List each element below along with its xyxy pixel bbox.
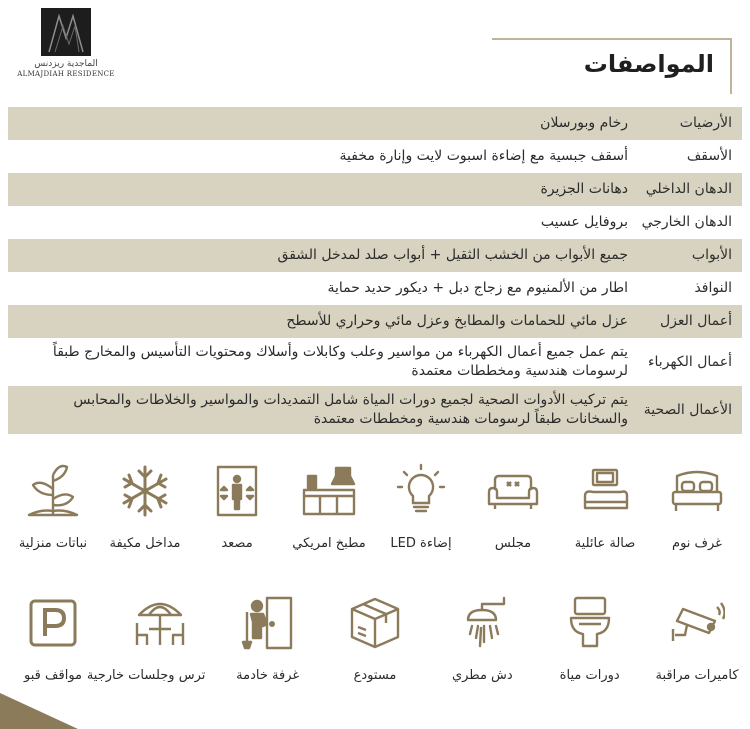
feature-elevator (192, 456, 282, 551)
sofa-tv-icon (577, 466, 633, 516)
spec-label: أعمال الكهرباء (647, 353, 732, 370)
spec-value: رخام وبورسلان (540, 115, 628, 131)
camera-icon (669, 599, 725, 647)
feature-label: صالة عائلية (574, 536, 636, 551)
feature-plants (8, 456, 98, 551)
couch-icon (485, 468, 541, 514)
feature-led (376, 456, 466, 551)
patio-icon (131, 595, 189, 651)
spec-value: بروفايل عسيب (540, 214, 628, 230)
title-side-rule (730, 38, 732, 94)
feature-toilets (545, 588, 635, 683)
spec-row (8, 305, 742, 338)
feature-kitchen (284, 456, 374, 551)
bed-icon (669, 466, 725, 516)
feature-label: ترس وجلسات خارجية (86, 668, 206, 683)
feature-ac-entrances (100, 456, 190, 551)
page-title: المواصفات (583, 50, 714, 78)
feature-rain-shower (437, 588, 527, 683)
spec-row (8, 239, 742, 272)
logo-arabic-text: الماجدية ريزدنس (34, 59, 98, 69)
plant-icon (25, 461, 81, 521)
spec-value: جميع الأبواب من الخشب الثقيل + أبواب صلد لمدخل الشقق (277, 247, 628, 263)
features-row-2 (0, 588, 750, 683)
feature-label: غرفة خادمة (236, 668, 300, 683)
spec-label: الأسقف (686, 148, 732, 164)
feature-label: مواقف قبو (24, 668, 82, 683)
spec-label: النوافذ (694, 280, 732, 296)
lightbulb-icon (396, 463, 446, 519)
feature-label: مستودع (353, 668, 397, 683)
spec-row (8, 206, 742, 239)
spec-value: دهانات الجزيرة (540, 181, 628, 197)
feature-label: مجلس (494, 536, 532, 551)
logo-mark-icon (41, 8, 91, 56)
kitchen-icon (300, 464, 358, 518)
spec-label: الأبواب (691, 247, 732, 263)
spec-value: يتم عمل جميع أعمال الكهرباء من مواسير وعلب وكابلات وأسلاك ومحتويات التأسيس والمخارج طبقاً لرسومات هندسية ومخططات معتمدة (52, 344, 628, 379)
feature-label: دش مطري (451, 668, 513, 683)
logo (12, 8, 120, 86)
spec-label: الأرضيات (679, 115, 732, 131)
features-row-1 (0, 456, 750, 551)
feature-label: مصعد (221, 536, 253, 551)
spec-value: يتم تركيب الأدوات الصحية لجميع دورات المياة شامل التمديدات والمواسير والخلاطات والمحابس والسخانات طبقاً لرسومات هندسية ومخططات معتمدة (73, 392, 628, 427)
feature-majlis (468, 456, 558, 551)
title-rule (492, 38, 732, 40)
feature-patio (86, 588, 206, 683)
feature-label: كاميرات مراقبة (655, 668, 739, 683)
shower-icon (454, 594, 510, 652)
box-icon (348, 595, 402, 651)
feature-label: نباتات منزلية (18, 536, 88, 551)
elevator-icon (214, 463, 260, 519)
spec-label: الدهان الخارجي (641, 214, 732, 230)
spec-value: عزل مائي للحمامات والمطابخ وعزل مائي وحراري للأسطح (286, 313, 628, 329)
spec-row (8, 140, 742, 173)
spec-label: الدهان الداخلي (645, 181, 732, 197)
feature-bedrooms (652, 456, 742, 551)
spec-value: أسقف جبسية مع إضاءة اسبوت لايت وإنارة مخفية (339, 148, 628, 164)
toilet-icon (567, 594, 613, 652)
parking-icon (28, 598, 78, 648)
feature-maid-room (223, 588, 313, 683)
spec-value: اطار من الألمنيوم مع زجاج دبل + ديكور حديد حماية (327, 280, 628, 296)
logo-english-text: ALMAJDIAH RESIDENCE (17, 70, 115, 78)
feature-label: إضاءة LED (390, 536, 452, 551)
title-frame (492, 34, 732, 94)
feature-label: غرف نوم (672, 536, 722, 551)
spec-label: الأعمال الصحية (643, 401, 732, 418)
feature-cameras (652, 588, 742, 683)
spec-label: أعمال العزل (659, 313, 732, 329)
feature-label: مطبخ امريكي (292, 536, 366, 551)
spec-row (8, 338, 742, 386)
spec-row (8, 173, 742, 206)
specs-table (8, 107, 742, 434)
spec-row (8, 107, 742, 140)
spec-row (8, 386, 742, 434)
corner-decoration (0, 693, 78, 729)
maid-icon (241, 594, 295, 652)
feature-label: مداخل مكيفة (109, 536, 181, 551)
spec-row (8, 272, 742, 305)
snowflake-icon (117, 463, 173, 519)
feature-basement-parking (8, 588, 98, 683)
feature-label: دورات مياة (559, 668, 620, 683)
feature-storage (330, 588, 420, 683)
feature-family-hall (560, 456, 650, 551)
